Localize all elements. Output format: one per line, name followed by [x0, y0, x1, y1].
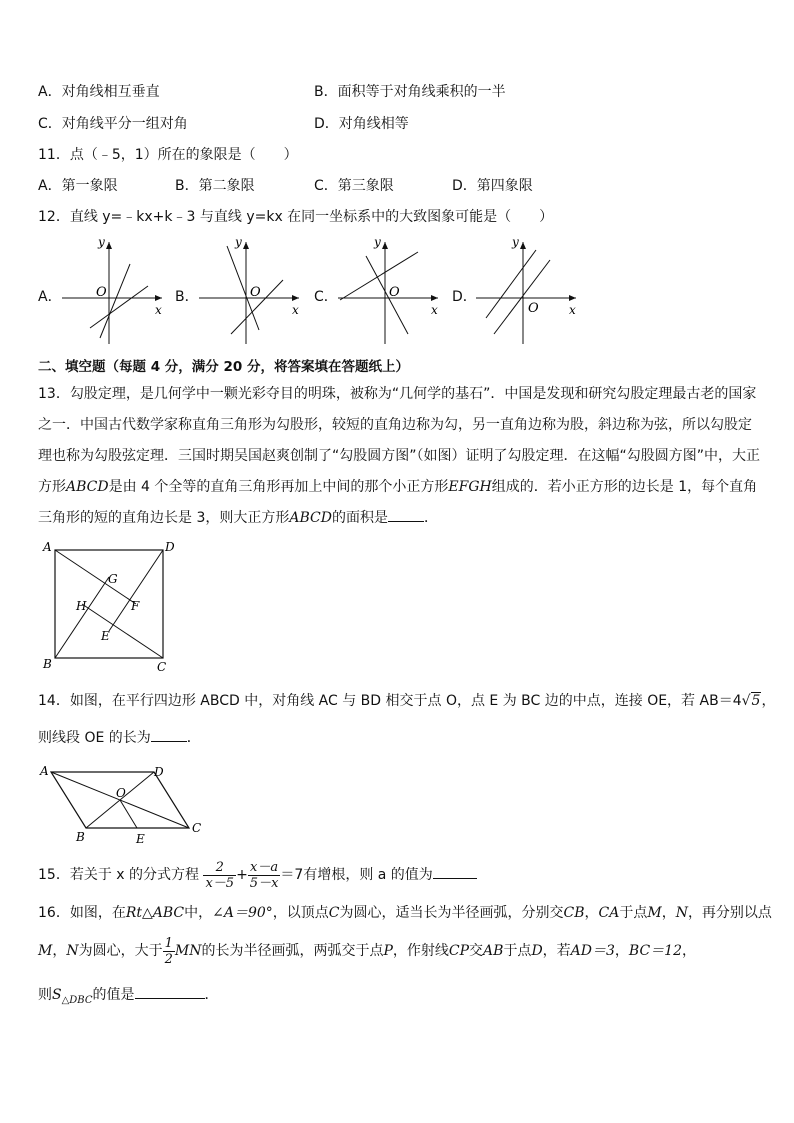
q15-text-2: 有增根，则 a 的值为 [303, 867, 433, 883]
q11-option-d: D．第四象限 [452, 178, 533, 194]
q16-text-2: 中， [184, 905, 213, 921]
q16-text-6: ，再分别以点 [687, 905, 772, 921]
q16-answer-blank [135, 984, 205, 999]
q14-fig-c: C [192, 821, 202, 835]
q14-text-3: 则线段 OE 的长为 [38, 730, 151, 746]
q12-graph-b [195, 236, 305, 348]
q13-text-3: 组成的．若小正方形的边长是 1，每个直角三角形的短的直角边长是 3，则大正方形 [38, 479, 758, 526]
q13-fig-c: C [157, 660, 167, 672]
q14-text-2: ， [761, 693, 776, 709]
q16-rt-triangle: Rt△ABC [125, 905, 185, 921]
q10-option-a: A．对角线相互垂直 [38, 84, 160, 100]
q13-end: ． [423, 510, 438, 526]
q16-mn: MN [174, 943, 202, 959]
q15-plus: + [236, 867, 248, 883]
q16-point-c: C [328, 905, 340, 921]
q13-fig-b: B [43, 657, 52, 671]
q12-b-origin: O [250, 285, 261, 300]
q16-text-15: 的值是 [92, 987, 135, 1003]
q16-point-n-2: N [66, 943, 79, 959]
q13-fig-a: A [43, 540, 52, 554]
q15-f2-den: 5－x [249, 875, 279, 891]
q12-c-y-label: y [374, 236, 381, 249]
q16-cb: CB [563, 905, 585, 921]
q16-text-4: 为圆心，适当长为半径画弧，分别交 [339, 905, 564, 921]
q16-line-3 [38, 984, 219, 1011]
q15-eq: ＝7 [280, 867, 304, 883]
q12-graph-d [472, 236, 582, 348]
q12-label-b: B． [175, 289, 199, 305]
q12-c-origin: O [389, 285, 400, 300]
q16-point-p: P [383, 943, 393, 959]
q14-fig-b: B [76, 830, 85, 844]
q10-option-b: B．面积等于对角线乘积的一半 [314, 84, 506, 100]
q16-sep-4: ， [614, 943, 629, 959]
q14-text-1: 14．如图，在平行四边形 ABCD 中，对角线 AC 与 BD 相交于点 O，点 E 为 BC 边的中点，连接 OE，若 AB＝4 [38, 693, 742, 709]
q15-fraction-2 [248, 860, 281, 891]
q13-text-2: 是由 4 个全等的直角三角形再加上中间的那个小正方形 [108, 479, 449, 495]
q13-fig-e: E [101, 629, 110, 643]
q16-text-1: 16．如图，在 [38, 905, 126, 921]
q12-label-d: D． [452, 289, 477, 305]
q16-half-den: 2 [164, 951, 173, 967]
q10-option-d: D．对角线相等 [314, 116, 409, 132]
q16-area-sub: △DBC [61, 994, 93, 1006]
q13-paragraph [38, 379, 760, 534]
q11-option-a: A．第一象限 [38, 178, 118, 194]
q16-point-d: D [531, 943, 543, 959]
q12-graph-c [334, 236, 444, 348]
q13-fig-h: H [76, 599, 87, 613]
q16-text-8: 的长为半径画弧，两弧交于点 [201, 943, 384, 959]
q14-line-1 [38, 690, 775, 712]
q16-text-9: ，作射线 [392, 943, 449, 959]
q15-answer-blank [433, 864, 477, 879]
q16-sep-3: ， [52, 943, 67, 959]
q16-line-2 [38, 932, 696, 970]
q15-text-1: 15．若关于 x 的分式方程 [38, 867, 199, 883]
q16-text-13: ， [682, 943, 696, 959]
q16-line-1 [38, 902, 772, 924]
q12-graph-a [58, 236, 168, 348]
q16-text-3: ，以顶点 [272, 905, 329, 921]
q14-end: ． [186, 730, 201, 746]
q11-option-c: C．第三象限 [314, 178, 394, 194]
q12-a-y-label: y [98, 236, 105, 249]
q16-ca: CA [598, 905, 620, 921]
q16-angle: ∠A＝90° [212, 905, 273, 921]
q13-answer-blank [388, 507, 424, 522]
q14-line-2 [38, 727, 201, 748]
q16-point-m-2: M [38, 943, 53, 959]
q16-point-n: N [675, 905, 688, 921]
q13-abcd: ABCD [66, 479, 109, 495]
q12-d-origin: O [528, 301, 539, 316]
q11-option-b: B．第二象限 [175, 178, 255, 194]
q16-sep: ， [584, 905, 599, 921]
q16-text-5: 于点 [619, 905, 648, 921]
q16-text-7: 为圆心，大于 [78, 943, 163, 959]
q16-point-m: M [647, 905, 662, 921]
q13-efgh: EFGH [448, 479, 492, 495]
section-heading: 二、填空题（每题 4 分，满分 20 分，将答案填在答题纸上） [38, 359, 409, 375]
q14-sqrt-value: 5 [751, 693, 761, 709]
q16-end: ． [204, 987, 219, 1003]
q12-d-x-label: x [569, 303, 576, 317]
q16-ab: AB [483, 943, 504, 959]
q16-area-s: S [52, 987, 62, 1003]
q14-sqrt-sign: √ [741, 693, 751, 709]
q13-abcd-2: ABCD [289, 510, 332, 526]
q12-b-x-label: x [292, 303, 299, 317]
q15-fraction-1 [203, 860, 236, 891]
q16-sep-2: ， [661, 905, 676, 921]
q16-half-num: 1 [164, 935, 173, 951]
q15-f1-num: 2 [203, 860, 236, 876]
q13-fig-g: G [108, 572, 118, 586]
q12-label-c: C． [314, 289, 338, 305]
q12-b-y-label: y [235, 236, 242, 249]
q15-f1-den: x－5 [205, 875, 235, 891]
q10-option-c: C．对角线平分一组对角 [38, 116, 188, 132]
q16-text-12: ，若 [542, 943, 571, 959]
q14-fig-d: D [154, 765, 164, 779]
q14-fig-o: O [116, 786, 126, 800]
q16-text-11: 于点 [503, 943, 532, 959]
q14-fig-e: E [136, 832, 145, 846]
q11-stem: 11．点（﹣5，1）所在的象限是（ ） [38, 147, 298, 163]
q16-text-10: 交 [469, 943, 484, 959]
q13-fig-d: D [165, 540, 175, 554]
q13-figure [38, 538, 178, 672]
q12-label-a: A． [38, 289, 62, 305]
q12-a-x-label: x [155, 303, 162, 317]
q15-line [38, 856, 477, 894]
q16-ad: AD＝3 [570, 943, 615, 959]
q16-cp: CP [448, 943, 470, 959]
q14-fig-a: A [40, 764, 49, 778]
q12-a-origin: O [96, 285, 107, 300]
q12-d-y-label: y [512, 236, 519, 249]
q13-text-4: 的面积是 [331, 510, 388, 526]
q12-stem: 12．直线 y=﹣kx+k﹣3 与直线 y=kx 在同一坐标系中的大致图象可能是（ ） [38, 209, 554, 225]
q14-answer-blank [151, 727, 187, 742]
q13-fig-f: F [131, 599, 140, 613]
q14-figure [38, 762, 208, 848]
q12-c-x-label: x [431, 303, 438, 317]
q16-bc: BC＝12 [628, 943, 682, 959]
q16-text-14: 则 [38, 987, 52, 1003]
q13-text-1: 13．勾股定理，是几何学中一颗光彩夺目的明珠，被称为“几何学的基石”．中国是发现和研究勾股定理最古老的国家之一．中国古代数学家称直角三角形为勾股形，较短的直角边称为勾，另一直角边称为股，斜边称为弦，所以勾股定理也称为勾股弦定理．三国时期吴国赵爽创制了“勾股圆方图”（如图）证明了勾股定理．在这幅“勾股圆方图”中，大正方形 [38, 386, 761, 495]
q15-f2-num: x－a [248, 860, 281, 876]
q16-half-fraction [163, 936, 175, 967]
